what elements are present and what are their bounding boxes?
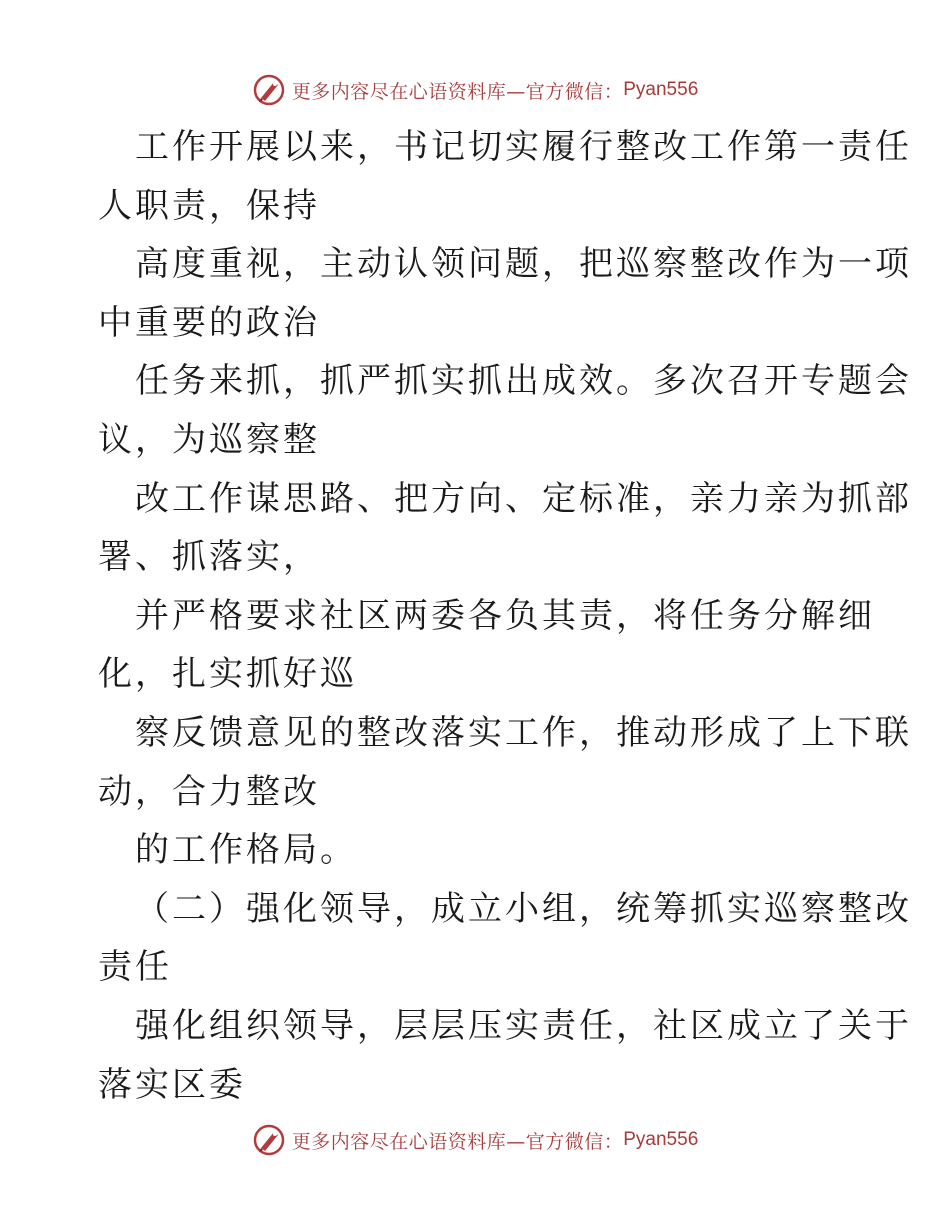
text-line: 的工作格局。 (135, 830, 357, 871)
text-line: 化，扎实抓好巡 (98, 654, 357, 695)
footer-watermark (0, 1120, 950, 1160)
text-line: 改工作谋思路、把方向、定标准，亲力亲为抓部 (135, 478, 912, 519)
pen-logo-icon (252, 1123, 286, 1157)
text-line: 动，合力整改 (98, 771, 320, 812)
body-text (98, 118, 912, 1114)
text-line: 人职责，保持 (98, 185, 320, 226)
watermark-text: 更多内容尽在心语资料库—官方微信： (291, 80, 624, 103)
text-line: 落实区委 (98, 1064, 246, 1105)
text-line: 署、抓落实， (98, 537, 320, 578)
section-heading-line: （二）强化领导，成立小组，统筹抓实巡察整改 (135, 888, 912, 929)
text-line: 工作开展以来，书记切实履行整改工作第一责任 (135, 127, 912, 167)
text-line: 高度重视，主动认领问题，把巡察整改作为一项 (135, 244, 912, 285)
text-line: 议，为巡察整 (98, 419, 320, 460)
watermark-text: 更多内容尽在心语资料库—官方微信： (291, 1130, 624, 1153)
header-watermark (0, 70, 950, 110)
text-line: 强化组织领导，层层压实责任，社区成立了关于 (135, 1005, 912, 1046)
text-line: 中重要的政治 (98, 302, 320, 343)
watermark-wechat-id: Pyan556 (623, 79, 699, 100)
text-line: 并严格要求社区两委各负其责，将任务分解细 (135, 595, 875, 636)
watermark-wechat-id: Pyan556 (623, 1129, 699, 1150)
text-line: 察反馈意见的整改落实工作，推动形成了上下联 (135, 712, 912, 753)
text-line: 责任 (98, 947, 172, 988)
text-line: 任务来抓，抓严抓实抓出成效。多次召开专题会 (135, 361, 912, 402)
pen-logo-icon (252, 73, 286, 107)
